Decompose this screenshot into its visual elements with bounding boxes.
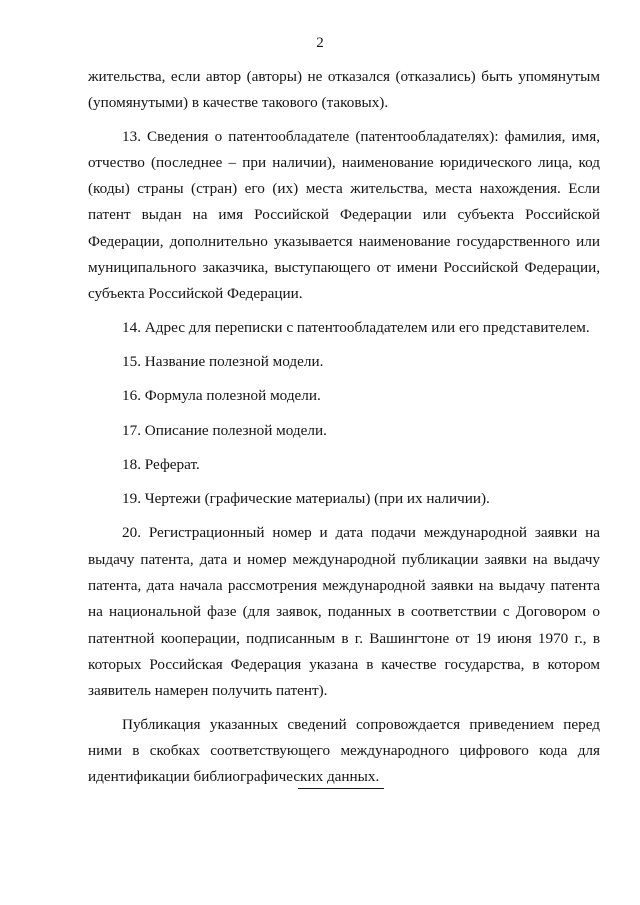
end-rule <box>298 788 384 789</box>
paragraph-item-20: 20. Регистрационный номер и дата подачи международной заявки на выдачу патента, дата и номер международной публикации заявки на выдачу патента, дата начала рассмотрения международной заявки на выдачу патента на национальной фазе (для заявок, поданных в соответствии с Договором о патентной кооперации, подписанным в г. Вашингтоне от 19 июня 1970 г., в которых Российская Федерация указана в качестве государства, в котором заявитель намерен получить патент). <box>88 524 600 700</box>
page-number: 2 <box>316 35 324 51</box>
paragraph-publication-note: Публикация указанных сведений сопровождается приведением перед ними в скобках соответствующего международного цифрового кода для идентификации библиографических данных. <box>88 715 600 786</box>
paragraph-item-13: 13. Сведения о патентообладателе (патентообладателях): фамилия, имя, отчество (последнее – при наличии), наименование юридического лица, код (коды) страны (стран) его (их) места жительства, места нахождения. Если патент выдан на имя Российской Федерации или субъекта Российской Федерации, дополнительно указывается наименование государственного или муниципального заказчика, выступающего от имени Российской Федерации, субъекта Российской Федерации. <box>88 127 600 303</box>
paragraph-item-17: 17. Описание полезной модели. <box>122 421 327 439</box>
paragraph-item-19: 19. Чертежи (графические материалы) (при их наличии). <box>122 490 490 508</box>
paragraph-item-14: 14. Адрес для переписки с патентообладателем или его представителем. <box>122 318 590 336</box>
paragraph-item-18: 18. Реферат. <box>122 455 200 473</box>
paragraph-item-15: 15. Название полезной модели. <box>122 352 324 370</box>
paragraph-continuation: жительства, если автор (авторы) не отказался (отказались) быть упомянутым (упомянутыми) в качестве такового (таковых). <box>88 68 600 112</box>
paragraph-item-16: 16. Формула полезной модели. <box>122 387 321 405</box>
document-body <box>88 64 600 797</box>
